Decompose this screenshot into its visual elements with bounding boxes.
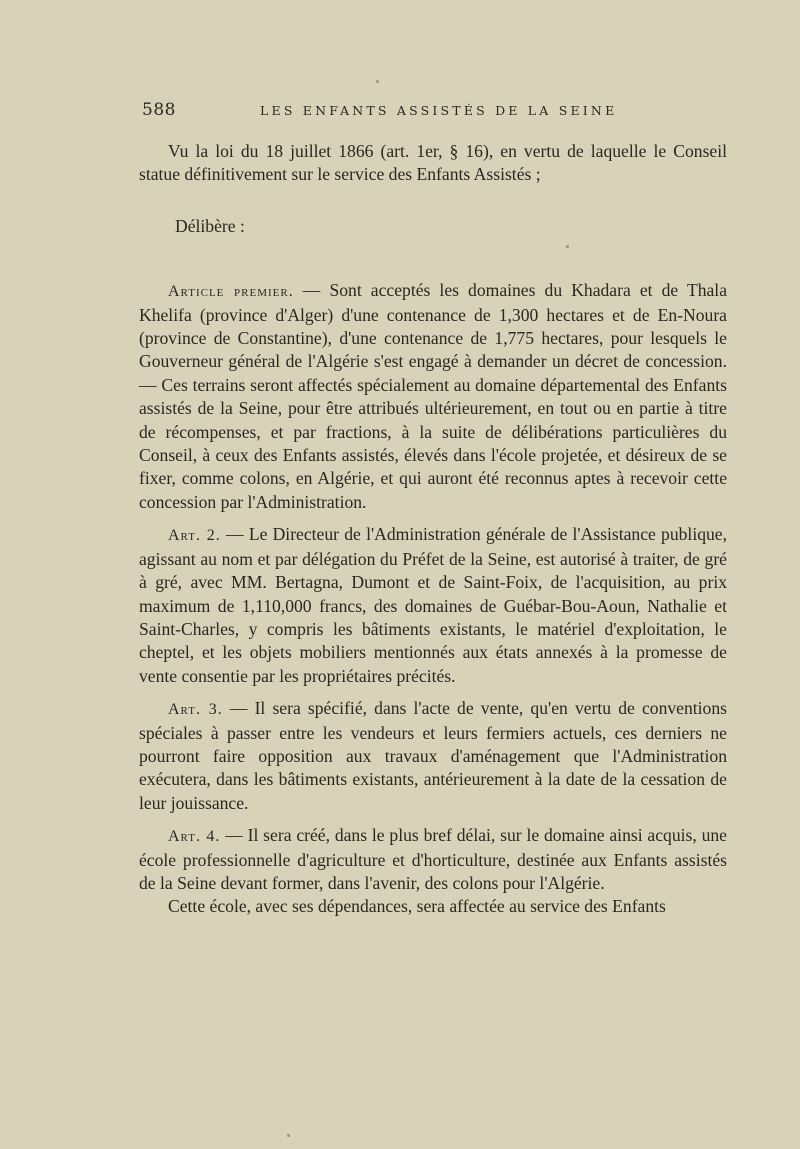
article-4-label: Art. 4. bbox=[168, 828, 221, 846]
paragraph-article-1 bbox=[139, 279, 727, 514]
paper-speck bbox=[566, 245, 569, 248]
paper-speck bbox=[287, 1134, 290, 1137]
page-number: 588 bbox=[142, 100, 176, 120]
article-4-text: — Il sera créé, dans le plus bref délai, sur le domaine ainsi acquis, une école professionnelle d'agriculture et d'horticulture, destinée aux Enfants assistés de la Seine devant former, dans l'avenir, des colons pour l'Algérie. bbox=[139, 825, 727, 893]
paragraph-article-2 bbox=[139, 523, 727, 688]
paragraph-article-4 bbox=[139, 824, 727, 895]
article-1-label: Article premier. bbox=[168, 283, 294, 301]
running-title: LES ENFANTS ASSISTÉS DE LA SEINE bbox=[260, 103, 618, 118]
paragraph-closing: Cette école, avec ses dépendances, sera affectée au service des Enfants bbox=[168, 896, 666, 917]
paragraph-intro: Vu la loi du 18 juillet 1866 (art. 1er, § 16), en vertu de laquelle le Conseil statue définitivement sur le service des Enfants Assistés ; bbox=[139, 141, 727, 185]
paper-speck bbox=[376, 80, 379, 83]
article-1-text: — Sont acceptés les domaines du Khadara et de Thala Khelifa (province d'Alger) d'une contenance de 1,300 hectares et de En-Noura (province de Constantine), d'une contenance de 1,775 hectares, pour lesquels le Gouverneur général de l'Algérie s'est engagé à demander un décret de concession. — Ces terrains seront affectés spécialement au domaine départemental des Enfants assistés de la Seine, pour être attribués ultérieurement, en tout ou en partie à titre de récompenses, et par fractions, à la suite de délibérations particulières du Conseil, à ceux des Enfants assistés, élevés dans l'école projetée, et désireux de se fixer, comme colons, en Algérie, et qui auront été reconnus aptes à recevoir cette concession par l'Administration. bbox=[139, 280, 728, 512]
article-2-label: Art. 2. bbox=[168, 527, 221, 545]
article-3-label: Art. 3. bbox=[168, 701, 223, 719]
body-text bbox=[139, 140, 727, 919]
article-2-text: — Le Directeur de l'Administration générale de l'Assistance publique, agissant au nom et par délégation du Préfet de la Seine, est autorisé à traiter, de gré à gré, avec MM. Bertagna, Dumont et de Saint-Foix, de l'acquisition, au prix maximum de 1,110,000 francs, des domaines de Guébar-Bou-Aoun, Nathalie et Saint-Charles, y compris les bâtiments existants, le matériel d'exploitation, le cheptel, et les objets mobiliers mentionnés aux états annexés à la promesse de vente consentie par les propriétaires précités. bbox=[139, 524, 728, 686]
article-3-text: — Il sera spécifié, dans l'acte de vente, qu'en vertu de conventions spéciales à passer entre les vendeurs et leurs fermiers actuels, ces derniers ne pourront faire opposition aux travaux d'aménagement que l'Administration exécutera, dans les bâtiments existants, antérieurement à la date de la cessation de leur jouissance. bbox=[139, 698, 727, 813]
delibere-heading: Délibère : bbox=[175, 215, 245, 236]
page-header bbox=[142, 100, 730, 126]
paragraph-article-3 bbox=[139, 697, 727, 815]
